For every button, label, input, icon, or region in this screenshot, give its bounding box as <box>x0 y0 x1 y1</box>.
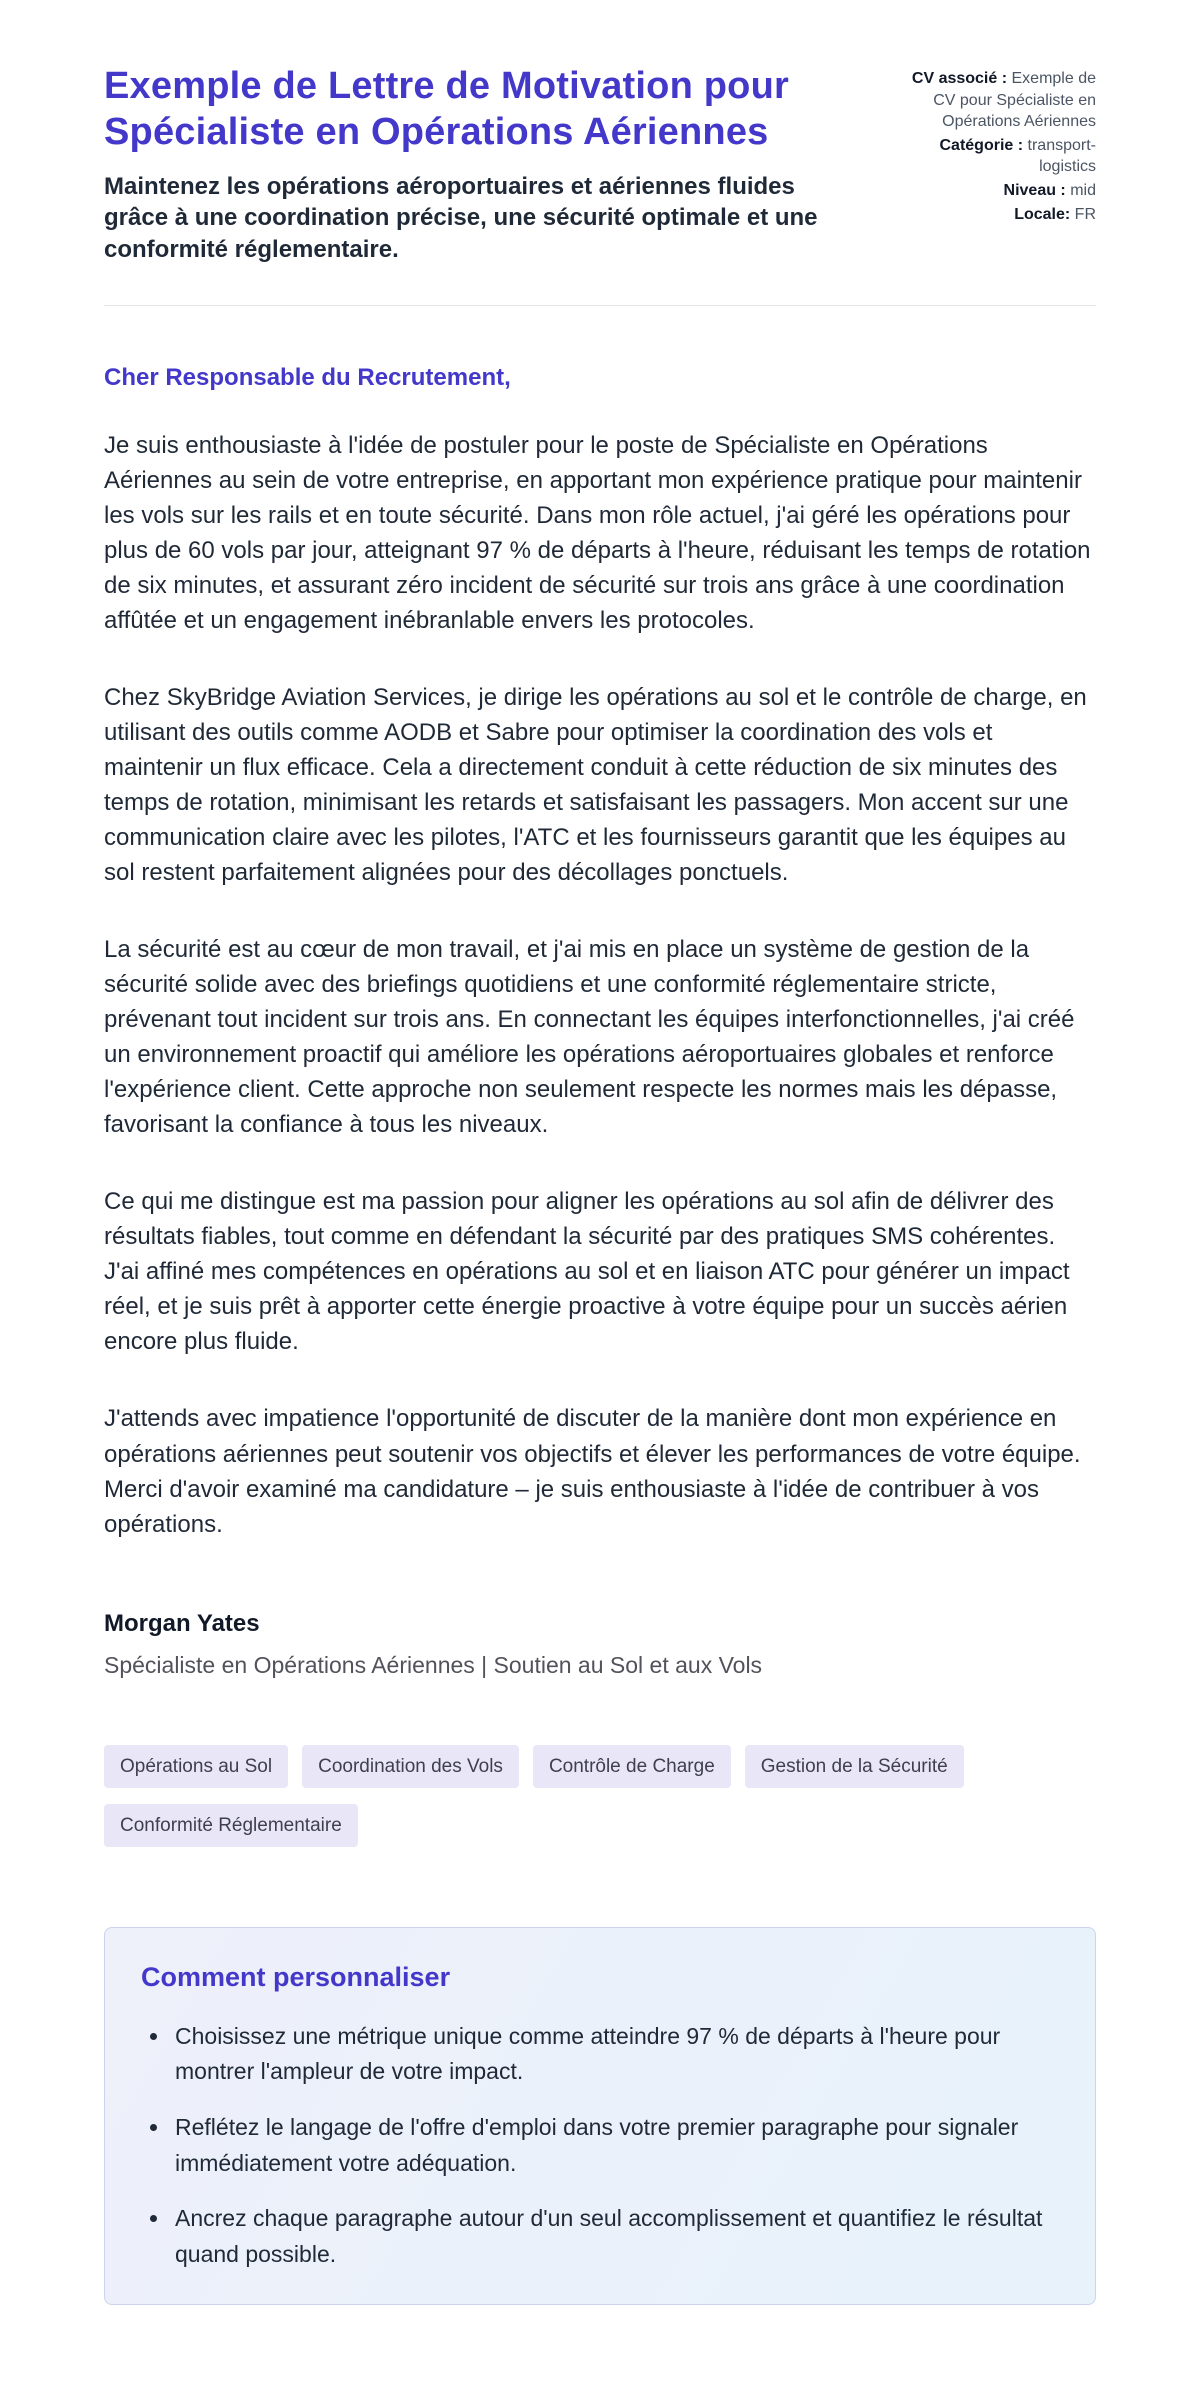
meta-associated-cv-value: Exemple de CV pour Spécialiste en Opérations Aériennes <box>933 70 1096 131</box>
signature-title: Spécialiste en Opérations Aériennes | Soutien au Sol et aux Vols <box>104 1651 763 1678</box>
meta-category-label: Catégorie : <box>939 136 1024 154</box>
meta-level-value: mid <box>1070 181 1096 199</box>
meta-level <box>886 180 1096 202</box>
meta-category <box>886 135 1096 178</box>
tag-safety-management: Gestion de la Sécurité <box>745 1745 964 1788</box>
tip-item-3: • Ancrez chaque paragraphe autour d'un seul accomplissement et quantifiez le résultat quand possible. <box>171 2201 1059 2272</box>
tips-callout <box>104 1927 1096 2306</box>
tag-list <box>104 1745 1096 1847</box>
letter-body <box>104 364 1096 1679</box>
meta-category-value: transport-logistics <box>1027 136 1096 176</box>
meta-panel <box>886 64 1096 227</box>
letter-paragraph-1: Je suis enthousiaste à l'idée de postuler pour le poste de Spécialiste en Opérations Aériennes au sein de votre entreprise, en apportant mon expérience pratique pour maintenir les vols sur les rails et en toute sécurité. Dans mon rôle actuel, j'ai géré les opérations pour plus de 60 vols par jour, atteignant 97 % de départs à l'heure, réduisant les temps de rotation de six minutes, et assurant zéro incident de sécurité sur trois ans grâce à une coordination affûtée et un engagement inébranlable envers les protocoles. <box>104 431 1091 634</box>
tag-regulatory-compliance: Conformité Réglementaire <box>104 1804 358 1847</box>
letter-paragraph-3: La sécurité est au cœur de mon travail, et j'ai mis en place un système de gestion de la sécurité solide avec des briefings quotidiens et une conformité réglementaire stricte, prévenant tout incident sur trois ans. En connectant les équipes interfonctionnelles, j'ai créé un environnement proactif qui améliore les opérations aéroportuaires globales et renforce l'expérience client. Cette approche non seulement respecte les normes mais les dépasse, favorisant la confiance à tous les niveaux. <box>104 936 1075 1139</box>
meta-locale-label: Locale: <box>1014 205 1071 223</box>
signature-name: Morgan Yates <box>104 1609 260 1637</box>
tips-list <box>141 2019 1059 2273</box>
tag-ground-operations: Opérations au Sol <box>104 1745 288 1788</box>
tips-title: Comment personnaliser <box>141 1961 451 1992</box>
letter-paragraph-2: Chez SkyBridge Aviation Services, je dirige les opérations au sol et le contrôle de charge, en utilisant des outils comme AODB et Sabre pour optimiser la coordination des vols et maintenir un flux efficace. Cela a directement conduit à cette réduction de six minutes des temps de rotation, minimisant les retards et satisfaisant les passagers. Mon accent sur une communication claire avec les pilotes, l'ATC et les fournisseurs garantit que les équipes au sol restent parfaitement alignées pour des décollages ponctuels. <box>104 683 1087 887</box>
meta-level-label: Niveau : <box>1003 181 1066 199</box>
tag-flight-coordination: Coordination des Vols <box>302 1745 519 1788</box>
page-title: Exemple de Lettre de Motivation pour Spécialiste en Opérations Aériennes <box>104 65 789 153</box>
page-subtitle: Maintenez les opérations aéroportuaires et aériennes fluides grâce à une coordination précise, une sécurité optimale et une conformité réglementaire. <box>104 173 818 263</box>
meta-locale-value: FR <box>1074 205 1096 223</box>
meta-associated-cv <box>886 68 1096 133</box>
letter-greeting: Cher Responsable du Recrutement, <box>104 363 511 391</box>
header <box>104 64 1096 265</box>
page <box>104 0 1096 2375</box>
header-divider <box>104 305 1096 306</box>
letter-paragraph-5: J'attends avec impatience l'opportunité de discuter de la manière dont mon expérience en opérations aériennes peut soutenir vos objectifs et élever les performances de votre équipe. Merci d'avoir examiné ma candidature – je suis enthousiaste à l'idée de contribuer à vos opérations. <box>104 1405 1081 1538</box>
letter-paragraph-4: Ce qui me distingue est ma passion pour aligner les opérations au sol afin de délivrer des résultats fiables, tout comme en défendant la sécurité par des pratiques SMS cohérentes. J'ai affiné mes compétences en opérations au sol et en liaison ATC pour générer un impact réel, et je suis prêt à apporter cette énergie proactive à votre équipe pour un succès aérien encore plus fluide. <box>104 1188 1070 1356</box>
tip-item-1: • Choisissez une métrique unique comme atteindre 97 % de départs à l'heure pour montrer l'ampleur de votre impact. <box>171 2019 1059 2090</box>
meta-locale <box>886 204 1096 226</box>
tip-item-2: • Reflétez le langage de l'offre d'emploi dans votre premier paragraphe pour signaler immédiatement votre adéquation. <box>171 2110 1059 2181</box>
tag-load-control: Contrôle de Charge <box>533 1745 731 1788</box>
header-title-block <box>104 64 838 265</box>
meta-associated-cv-label: CV associé : <box>911 70 1008 87</box>
